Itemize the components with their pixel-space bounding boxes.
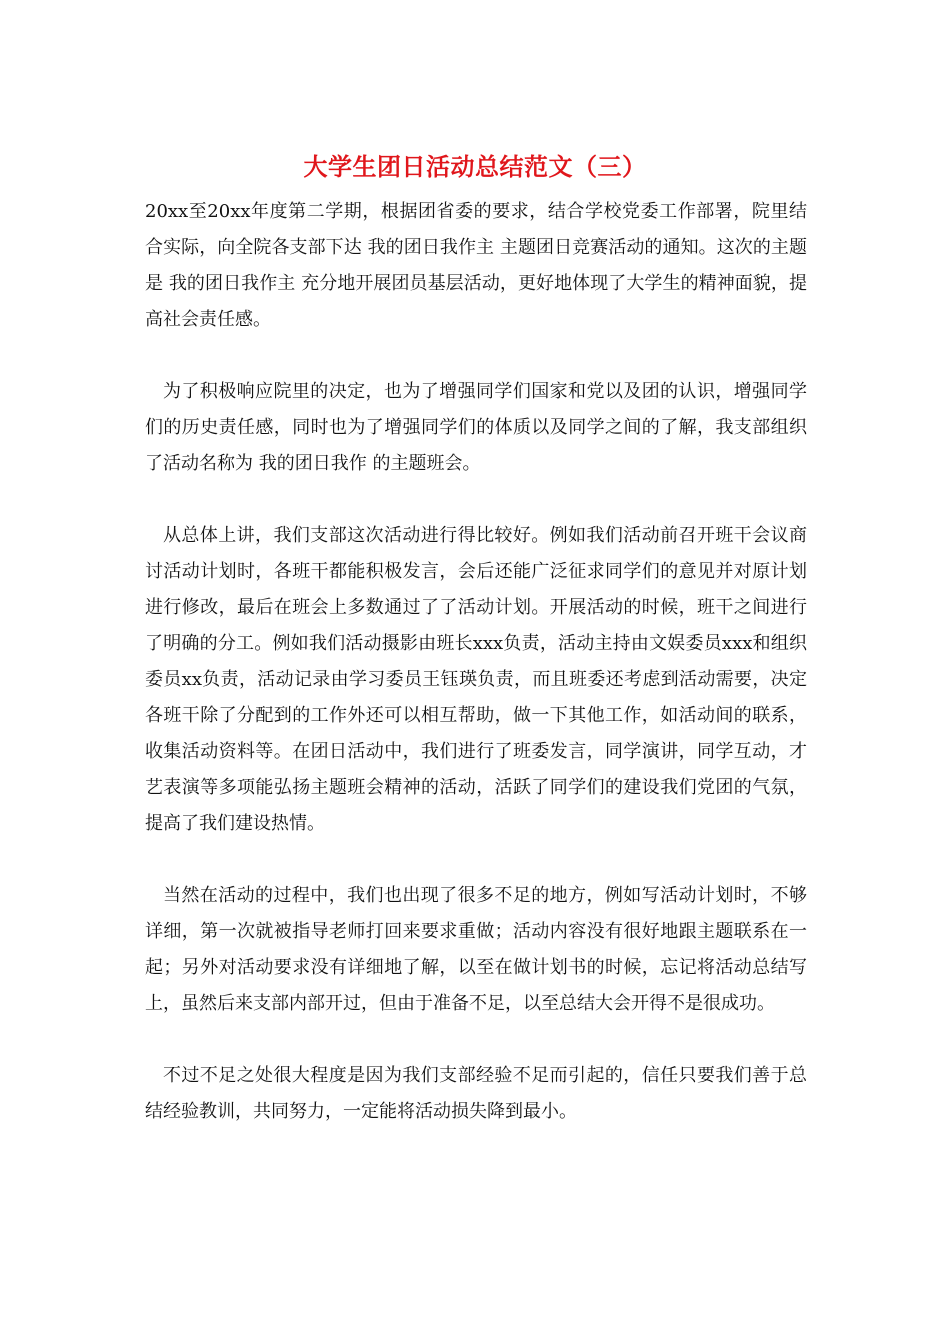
paragraph-spacer xyxy=(145,338,807,374)
document-body xyxy=(145,194,807,1130)
paragraph-spacer xyxy=(145,1022,807,1058)
paragraph-spacer xyxy=(145,842,807,878)
paragraph-4: 当然在活动的过程中，我们也出现了很多不足的地方，例如写活动计划时，不够详细，第一次就被指导老师打回来要求重做；活动内容没有很好地跟主题联系在一起；另外对活动要求没有详细地了解，以至在做计划书的时候，忘记将活动总结写上，虽然后来支部内部开过，但由于准备不足，以至总结大会开得不是很成功。 xyxy=(145,885,807,1014)
paragraph-3: 从总体上讲，我们支部这次活动进行得比较好。例如我们活动前召开班干会议商讨活动计划时，各班干都能积极发言，会后还能广泛征求同学们的意见并对原计划进行修改，最后在班会上多数通过了了活动计划。开展活动的时候，班干之间进行了明确的分工。例如我们活动摄影由班长xxx负责，活动主持由文娱委员xxx和组织委员xx负责，活动记录由学习委员王钰瑛负责，而且班委还考虑到活动需要，决定各班干除了分配到的工作外还可以相互帮助，做一下其他工作，如活动间的联系，收集活动资料等。在团日活动中，我们进行了班委发言，同学演讲，同学互动，才艺表演等多项能弘扬主题班会精神的活动，活跃了同学们的建设我们党团的气氛，提高了我们建设热情。 xyxy=(145,525,807,834)
paragraph-2: 为了积极响应院里的决定，也为了增强同学们国家和党以及团的认识，增强同学们的历史责任感，同时也为了增强同学们的体质以及同学之间的了解，我支部组织了活动名称为 我的团日我作 的主题班会。 xyxy=(145,381,807,474)
paragraph-spacer xyxy=(145,482,807,518)
document-title: 大学生团日活动总结范文（三） xyxy=(303,152,647,181)
paragraph-1: 20xx至20xx年度第二学期，根据团省委的要求，结合学校党委工作部署，院里结合实际，向全院各支部下达 我的团日我作主 主题团日竞赛活动的通知。这次的主题是 我的团日我作主 充分地开展团员基层活动，更好地体现了大学生的精神面貌，提高社会责任感。 xyxy=(145,201,807,330)
paragraph-5: 不过不足之处很大程度是因为我们支部经验不足而引起的，信任只要我们善于总结经验教训，共同努力，一定能将活动损失降到最小。 xyxy=(145,1065,807,1122)
